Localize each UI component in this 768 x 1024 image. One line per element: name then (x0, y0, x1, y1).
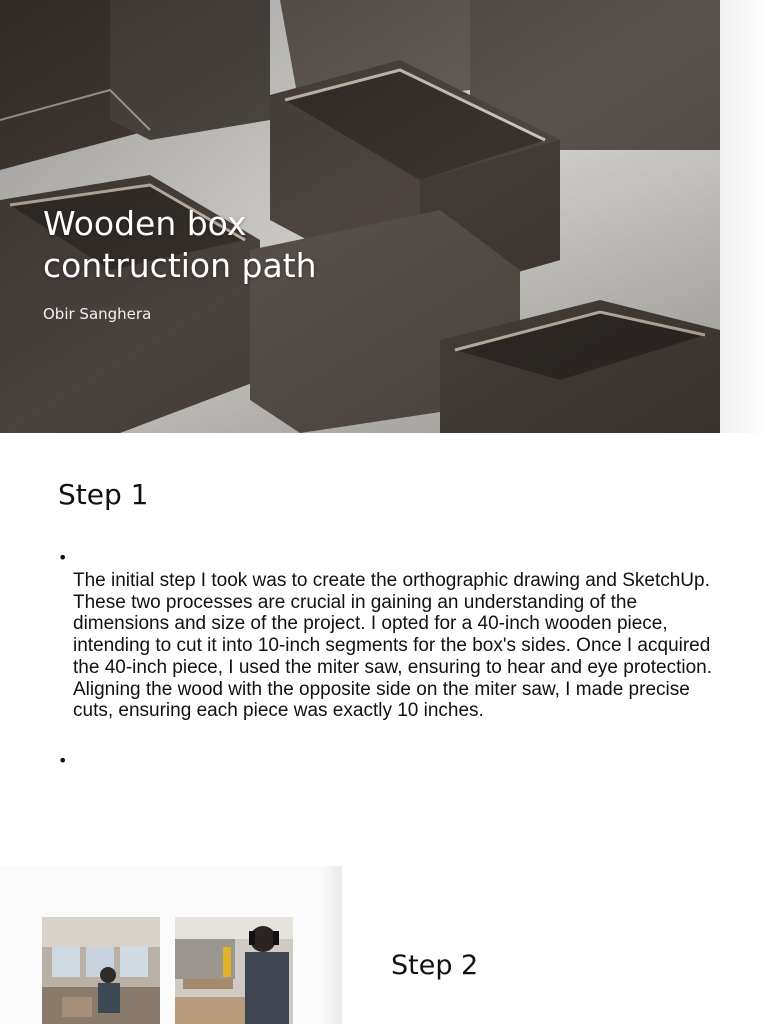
slide-title (43, 203, 463, 287)
panel-divider (322, 866, 342, 1024)
author-name: Obir Sanghera (43, 305, 152, 323)
bullet-marker: • (58, 751, 68, 770)
workshop-photo (42, 917, 160, 1024)
title-line-1: Wooden box (43, 204, 247, 243)
title-line-2: contruction path (43, 246, 317, 285)
title-slide (0, 0, 720, 433)
step1-body-text: The initial step I took was to create the orthographic drawing and SketchUp. These two processes are crucial in gaining an understanding of the dimensions and size of the project. I opted for a 40-inch wooden piece, intending to cut it into 10-inch segments for the box's sides. Once I acquired the 40-inch piece, I used the miter saw, ensuring to hear and eye protection. Aligning the wood with the opposite side on the miter saw, I made precise cuts, ensuring each piece was exactly 10 inches. (73, 570, 712, 722)
step1-heading: Step 1 (58, 478, 149, 511)
slide-edge-shadow (720, 0, 768, 433)
student-with-headphones-photo (175, 917, 293, 1024)
bullet-marker: • (58, 548, 68, 567)
step2-heading: Step 2 (391, 950, 479, 981)
